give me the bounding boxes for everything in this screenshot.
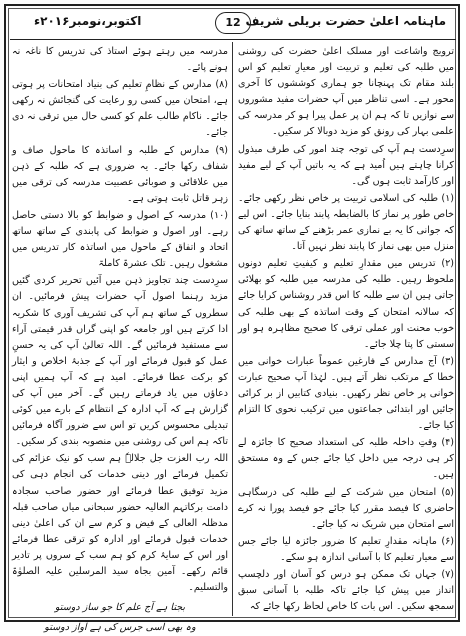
page-header bbox=[10, 9, 456, 40]
paragraph: اللہ رب العزت جل جلالہٗ ہم سب کو نیک عزائم کی تکمیل فرمائے اور دینی خدمات کی انجام دہی کی مزید توفیق عطا فرمائے اور حضور صاحب سجادہ دامت برکاتہم العالیہ حضور سبحانی میاں صاحب قبلہ مدظلہ العالی کے فیض و کرم سے ان کی اعلیٰ دینی خدمات قبول فرمائے اور ادارہ کو ترقی عطا فرمائے اور اس کے سایۂ کرم کو ہم سب کے سروں پر تادیر قائم رکھے۔ آمین بجاہ سید المرسلین علیہ الصلوٰۃ والتسلیم۔ bbox=[12, 453, 228, 594]
magazine-title: ماہنامہ اعلیٰ حضرت بریلی شریف bbox=[245, 14, 446, 28]
paragraph: (۷) جہاں تک ممکن ہو درس کو آسان اور دلچسپ انداز میں پیش کیا جائے تاکہ طلبہ با آسانی سبق سمجھ سکیں۔ اس بات کا خاص لحاظ رکھا جائے کہ bbox=[238, 569, 454, 613]
paragraph: (۶) ماہانہ مقدارِ تعلیم کا ضرور جائزہ لیا جائے جس سے معیار تعلیم کا با آسانی اندازہ ہو سکے۔ bbox=[238, 535, 454, 563]
paragraph: (۱۰) مدرسہ کے اصول و ضوابط کو بالا دستی حاصل رہے۔ اور اصول و ضوابط کی پابندی کے ساتھ ساتھ اتحاد و اتفاق کے ماحول میں اساتذہ کار تدریس میں مشغول رہیں۔ تلک عشرۃ کاملۃ bbox=[12, 209, 228, 270]
paragraph: سرِدست ہم آپ کی توجہ چند امور کی طرف مبذول کرانا چاہتے ہیں اُمید ہے کہ یہ باتیں آپ کے لیے مفید اور کارآمد ثابت ہوں گی۔ bbox=[238, 143, 454, 187]
paragraph: ترویج واشاعت اور مسلک اعلیٰ حضرت کی روشنی میں طلبہ کی تعلیم و تربیت اور معیارِ تعلیم کو اس بلند مقام تک پہنچانا جو ہماری کوششوں کا آخری محور ہے۔ اسی تناظر میں آپ حضرات مفید مشوروں سے نوازیں تا کہ ہم ان پر عمل پیرا ہو کر مدرسہ کی علمی بہار کی رونق کو مزید دوبالا کر سکیں۔ bbox=[238, 46, 454, 138]
left-column bbox=[12, 44, 228, 634]
issue-date: اکتوبر،نومبر۲۰۱۶ء bbox=[34, 14, 142, 28]
paragraph: (۴) وقتِ داخلہ طلبہ کی استعداد صحیح کا جائزہ لے کر ہی درجہ میں داخل کیا جائے جس کے وہ مستحق ہیں۔ bbox=[238, 437, 454, 481]
verse-line: وہ بھی اسی جرس کی ہے آواز دوستو bbox=[44, 622, 196, 634]
paragraph: (۵) امتحان میں شرکت کے لیے طلبہ کی درسگاہی حاضری کا فیصد مقرر کیا جائے جو فیصد پورا نہ کرے اسے امتحان میں شریک نہ کیا جائے۔ bbox=[238, 486, 454, 530]
column-divider bbox=[232, 42, 233, 616]
paragraph: سرِدست چند تجاویز ذہن میں آئیں تحریر کردی گئیں مزید رہنما اصول آپ حضرات پیش فرمائیں۔ ان سطروں کے ساتھ ہم آپ کی تشریف آوری کا شکریہ ادا کرتے ہیں اور جامعہ کو اپنی گراں قدر قیمتی آراء سے مستفید فرمائیں گے۔ اللہ تعالیٰ آپ کی یہ حسنِ عمل کو قبول فرمائے اور آپ کے جذبۂ اخلاص و ایثار کو برکت عطا فرمائے۔ امید ہے کہ آپ ہمیں اپنی دعاؤں میں یاد فرماتے رہیں گے۔ آخر میں آپ کی گزارش ہے کہ آپ ادارہ کے انتظام کے بارے میں کوئی تبدیلی محسوس کریں تو اس سے ضرور آگاہ فرمائیں تاکہ ہم اس کی روشنی میں منصوبہ بندی کر سکیں۔ bbox=[12, 275, 228, 448]
paragraph: مدرسہ میں رہتے ہوئے استاذ کی تدریس کا ناغہ نہ ہونے پائے۔ bbox=[12, 46, 228, 74]
paragraph: (۱) طلبہ کی اسلامی تربیت پر خاص نظر رکھی جائے۔ خاص طور پر نماز کا بالضابطہ پابند بنایا جائے۔ اس لیے کہ جوانی کا یہ بے نمازی عمر بڑھنے کے ساتھ ساتھ کی منزل میں بھی نماز کا پابند نظر نہیں آتا۔ bbox=[238, 192, 454, 253]
right-column bbox=[238, 44, 454, 616]
paragraph: (۲) تدریس میں مقدارِ تعلیم و کیفیتِ تعلیم دونوں ملحوظ رہیں۔ طلبہ کی مدرسہ میں طلبہ کو بھلائی جاتی ہیں ان سے طلبہ کا اس قدر روشناس کرایا جائے کہ سالانہ امتحان کے وقت اساتذہ کے بھی طلبہ کی خوب محنت اور عملی ترقی کا صحیح مظاہرہ ہو اور سستی کا پتا چلا جائے۔ bbox=[238, 258, 454, 350]
page-number: 12 bbox=[215, 12, 251, 34]
paragraph: (۹) مدارس کے طلبہ و اساتذہ کا ماحول صاف و شفاف رکھا جائے۔ یہ ضروری ہے کہ طلبہ کے ذہن میں علاقائی و صوبائی عصبیت مدرسہ کی ترقی میں زہر قاتل ثابت ہوتی ہے۔ bbox=[12, 144, 228, 204]
paragraph: (۳) آج مدارس کے فارغین عموماً عبارات خوانی میں خطا کے مرتکب نظر آتے ہیں۔ لہٰذا آپ صحیح عبارت خوانی پر خاص نظر رکھیں۔ بنیادی کتابیں از بر کرائی جائیں اور ابتدائی جماعتوں میں ترکیب نحوی کا التزام کیا جائے۔ bbox=[238, 355, 454, 432]
verse-line: بجتا ہے آج علم کا جو ساز دوستو bbox=[54, 602, 186, 614]
paragraph: (۸) مدارس کے نظامِ تعلیم کی بنیاد امتحانات پر ہوتی ہے، امتحان میں کسی رو رعایت کی گنجائش نہ رکھی جائے۔ ناکام طالب علم کو کسی حال میں ترقی نہ دی جائے۔ bbox=[12, 79, 228, 139]
